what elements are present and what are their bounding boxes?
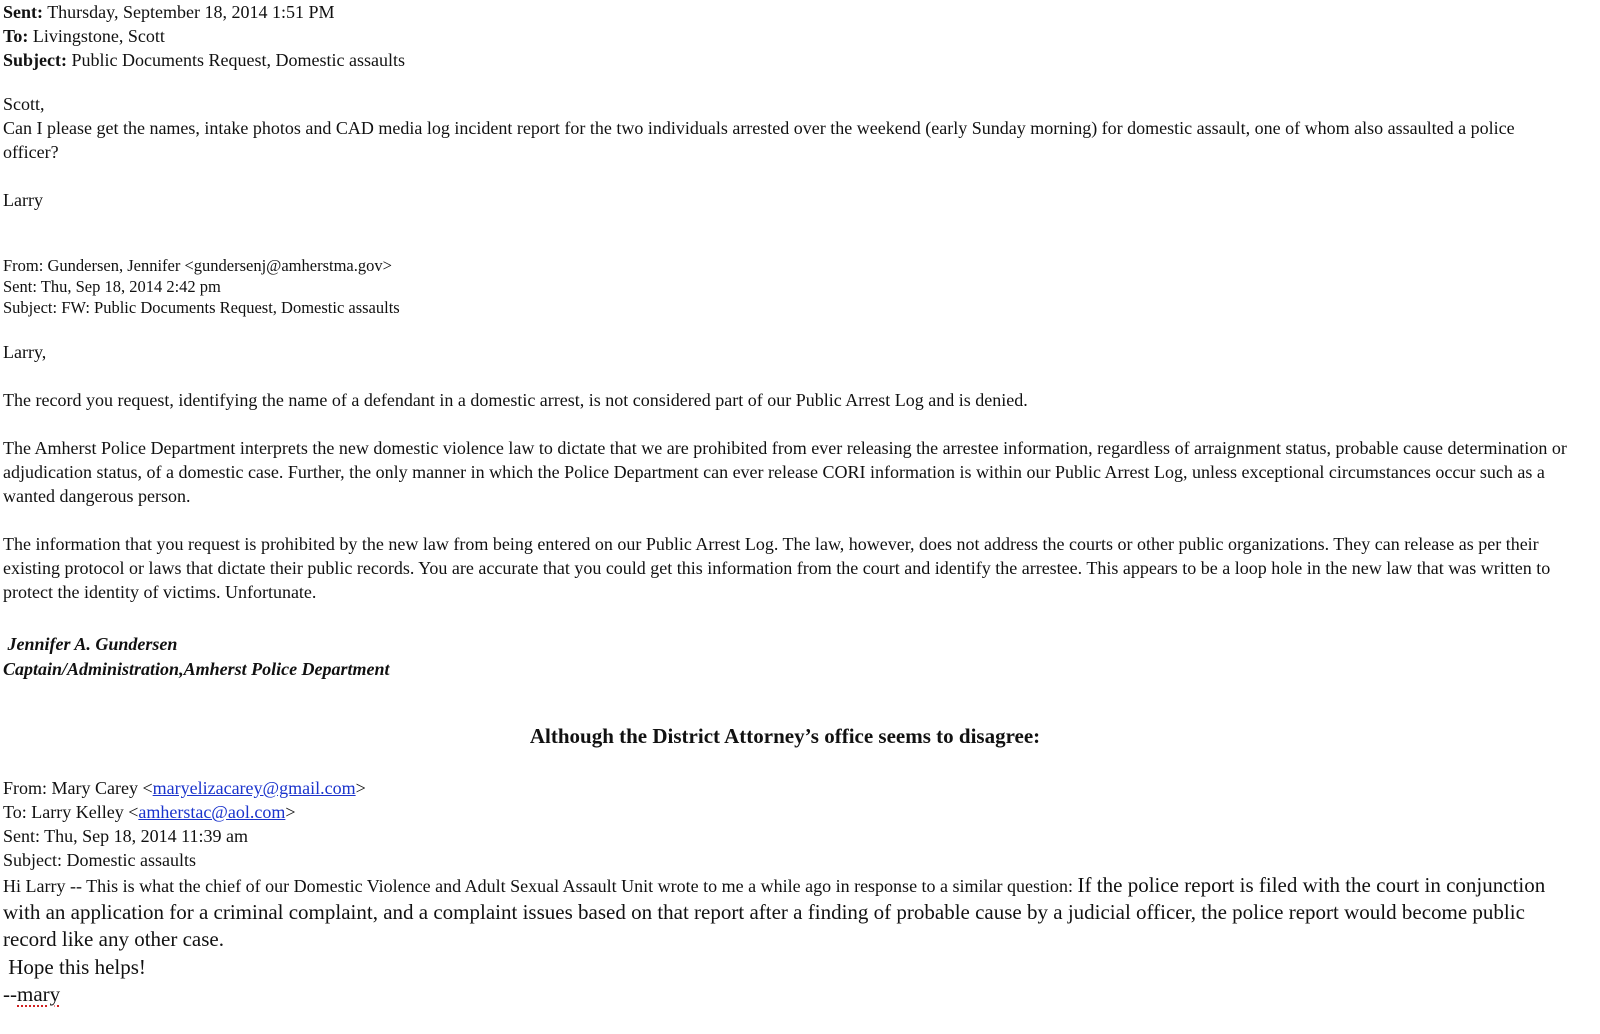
email2-from-line: From: Gundersen, Jennifer <gundersenj@amherstma.gov> [3, 256, 392, 275]
email2-subject-line: Subject: FW: Public Documents Request, Domestic assaults [3, 298, 400, 317]
email2-paragraph-1: The record you request, identifying the name of a defendant in a domestic arrest, is not considered part of our Public Arrest Log and is denied. [3, 390, 1028, 410]
email3-body [3, 872, 1573, 953]
email1-to-value: Livingstone, Scott [32, 26, 165, 46]
email1-body: Can I please get the names, intake photos and CAD media log incident report for the two individuals arrested over the weekend (early Sunday morning) for domestic assault, one of whom also assaulted a police officer? [3, 118, 1515, 162]
email1-sent-label: Sent: [3, 2, 43, 22]
email3-from-suffix: > [355, 778, 366, 798]
email2-greeting: Larry, [3, 342, 47, 362]
email2-signature-name: Jennifer A. Gundersen [7, 634, 178, 654]
email1-subject-label: Subject: [3, 50, 67, 70]
email3-to-row [3, 800, 1593, 824]
email1-signoff: Larry [3, 190, 43, 210]
email3-from-row [3, 776, 1593, 800]
email1-sent-value: Thursday, September 18, 2014 1:51 PM [47, 2, 335, 22]
email2-paragraph-2: The Amherst Police Department interprets the new domestic violence law to dictate that we are prohibited from ever releasing the arrestee information, regardless of arraignment status, probable cause determination or adjudication status, of a domestic case. Further, the only manner in which the Police Department can ever release CORI information is within our Public Arrest Log, unless exceptional circumstances occur such as a wanted dangerous person. [3, 438, 1567, 506]
email3-subject-line: Subject: Domestic assaults [3, 850, 196, 870]
email1-to-row [3, 24, 1593, 48]
email3-to-email-link[interactable]: amherstac@aol.com [138, 802, 286, 822]
email3-to-suffix: > [285, 802, 296, 822]
email2-paragraph-3: The information that you request is prohibited by the new law from being entered on our Public Arrest Log. The law, however, does not address the courts or other public organizations. They can release as per their existing protocol or laws that dictate their public records. You are accurate that you could get this information from the court and identify the arrestee. This appears to be a loop hole in the new law that was written to protect the identity of victims. Unfortunate. [3, 534, 1551, 602]
email1-to-label: To: [3, 26, 29, 46]
section-banner: Although the District Attorney’s office seems to disagree: [529, 724, 1041, 748]
email3-signature [3, 981, 1593, 1007]
email1-subject-row [3, 48, 1593, 72]
email3-body-quote: If the police report is filed with the court in conjunction with an application for a criminal complaint, and a complaint issues based on that report after a finding of probable cause by a judicial officer, the police report would become public record like any other case. [3, 873, 1546, 951]
email2-signature-title: Captain/Administration,Amherst Police Department [3, 659, 390, 679]
email1-subject-value: Public Documents Request, Domestic assaults [71, 50, 405, 70]
email3-body-intro: Hi Larry -- This is what the chief of our Domestic Violence and Adult Sexual Assault Unit wrote to me a while ago in response to a similar question: [3, 876, 1078, 896]
email3-from-email-link[interactable]: maryelizacarey@gmail.com [152, 778, 356, 798]
email3-from-prefix: From: Mary Carey < [3, 778, 153, 798]
document-page [3, 0, 1593, 1007]
email3-sent-line: Sent: Thu, Sep 18, 2014 11:39 am [3, 826, 248, 846]
email3-sig-name: mary [17, 982, 61, 1006]
email3-closing: Hope this helps! [8, 955, 146, 979]
email3-to-prefix: To: Larry Kelley < [3, 802, 139, 822]
email1-greeting: Scott, [3, 94, 45, 114]
email1-sent-row [3, 0, 1593, 24]
email2-sent-line: Sent: Thu, Sep 18, 2014 2:42 pm [3, 277, 221, 296]
email3-sig-prefix: -- [3, 982, 17, 1006]
